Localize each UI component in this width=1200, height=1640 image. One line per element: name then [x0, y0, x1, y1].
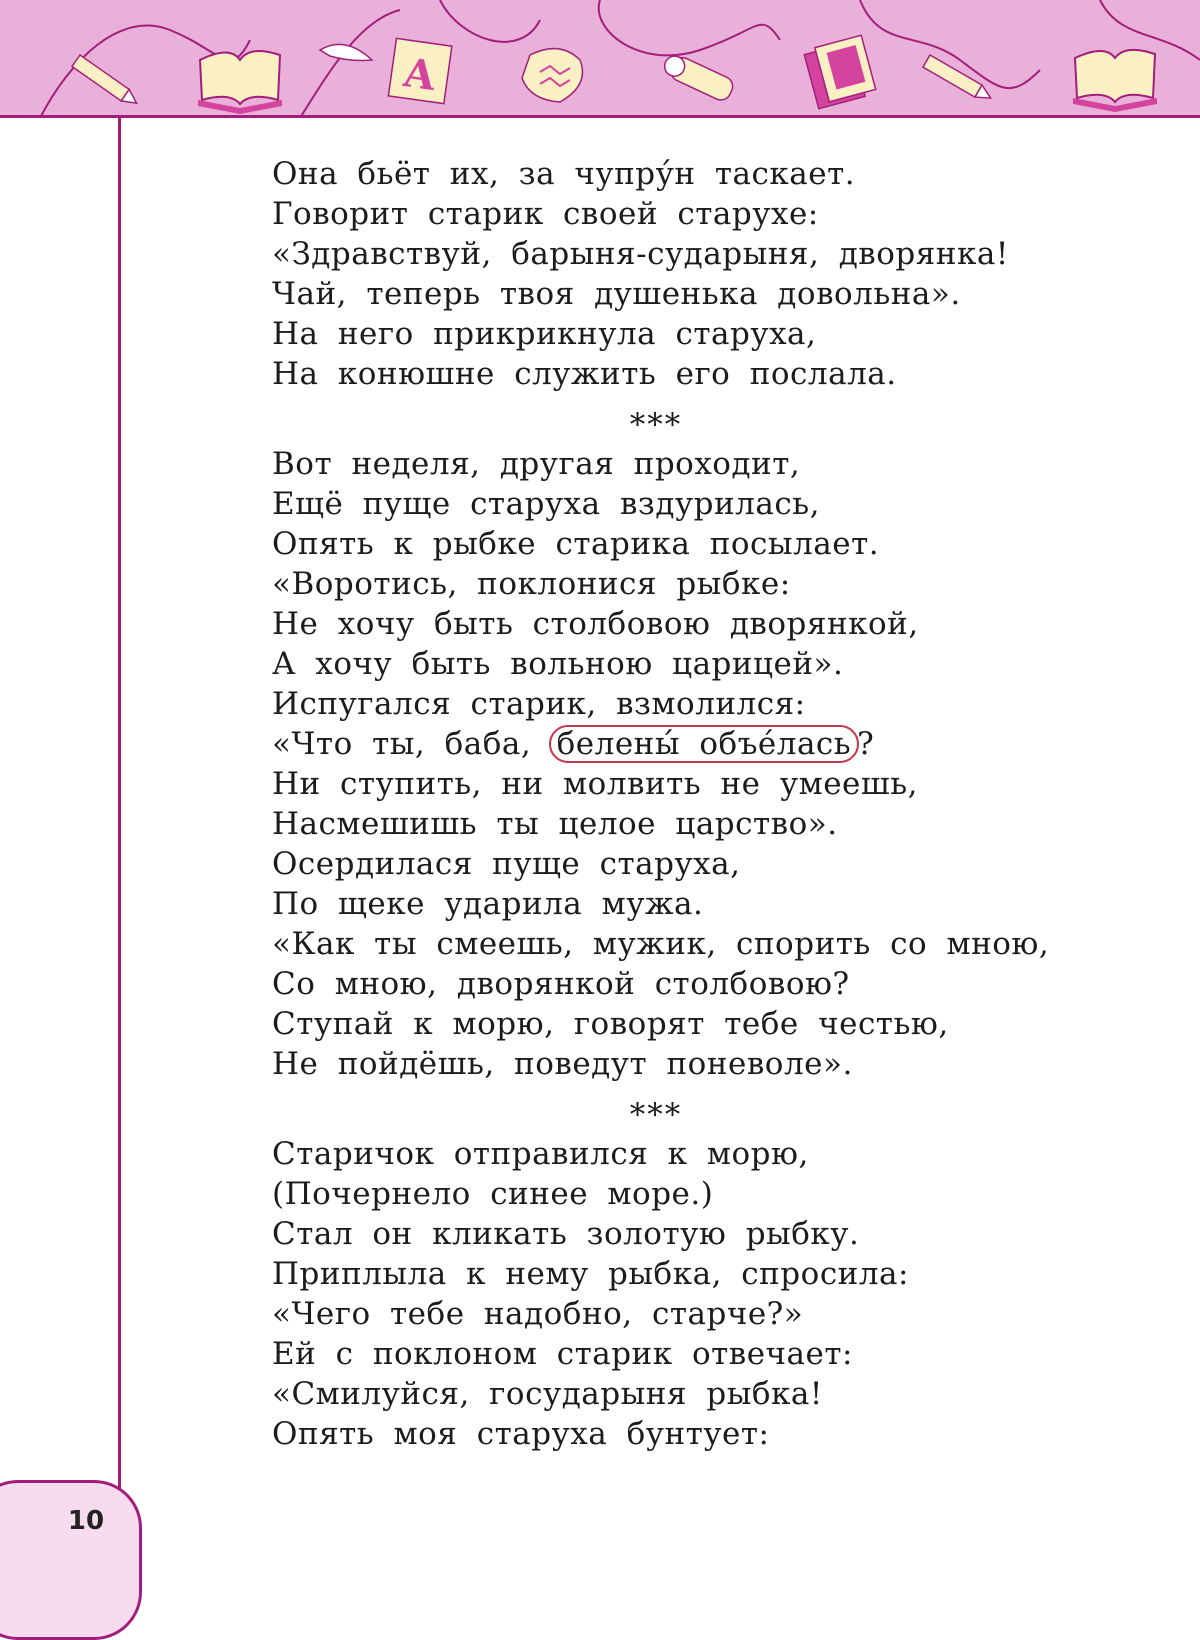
- feather-icon: [320, 44, 372, 60]
- poem-line: Ни ступить, ни молвить не умеешь,: [272, 766, 918, 802]
- letter-card-icon: [388, 38, 452, 103]
- header-decoration: [0, 0, 1200, 118]
- scroll-icon: [660, 51, 735, 103]
- stone-tablet-icon: [522, 49, 583, 102]
- poem-line: Ещё пуще старуха вздурилась,: [272, 486, 820, 522]
- open-book-icon: [198, 51, 282, 114]
- poem-line: (Почернело синее море.): [272, 1176, 714, 1212]
- poem-line: «Здравствуй, барыня-сударыня, дворянка!: [272, 236, 1009, 272]
- books-stack-icon: [803, 35, 876, 108]
- poem-line: Приплыла к нему рыбка, спросила:: [272, 1256, 909, 1292]
- poem-line: Не хочу быть столбовою дворянкой,: [272, 606, 919, 642]
- poem-line: «Смилуйся, государыня рыбка!: [272, 1376, 823, 1412]
- poem-line: Старичок отправился к морю,: [272, 1136, 809, 1172]
- poem-line: По щеке ударила мужа.: [272, 886, 704, 922]
- poem-line: Со мною, дворянкой столбовою?: [272, 966, 850, 1002]
- poem-line: Ей с поклоном старик отвечает:: [272, 1336, 853, 1372]
- svg-text:А: А: [400, 48, 440, 101]
- poem-line: Ступай к морю, говорят тебе честью,: [272, 1006, 949, 1042]
- poem-text: [272, 154, 1132, 1454]
- poem-line: Говорит старик своей старухе:: [272, 196, 819, 232]
- poem-line: Насмешишь ты целое царство».: [272, 806, 838, 842]
- poem-line: Стал он кликать золотую рыбку.: [272, 1216, 860, 1252]
- poem-line: Вот неделя, другая проходит,: [272, 446, 801, 482]
- stanza-1: [272, 154, 1132, 394]
- stanza-separator: ***: [629, 407, 683, 443]
- page-number: 10: [67, 1506, 105, 1536]
- poem-line: А хочу быть вольною царицей».: [272, 646, 844, 682]
- poem-line: Не пойдёшь, поведут поневоле».: [272, 1046, 853, 1082]
- header-band: [0, 0, 1200, 118]
- open-book-icon: [1073, 50, 1157, 112]
- poem-line: Опять моя старуха бунтует:: [272, 1416, 770, 1452]
- poem-line: Осердилася пуще старуха,: [272, 846, 741, 882]
- line-prefix: «Что ты, баба,: [272, 726, 551, 762]
- poem-line: «Чего тебе надобно, старче?»: [272, 1296, 804, 1332]
- poem-line: Чай, теперь твоя душенька довольна».: [272, 276, 961, 312]
- stanza-3: [272, 1134, 1132, 1454]
- stanza-2: [272, 444, 1132, 1084]
- poem-line-highlighted: [272, 724, 1132, 764]
- highlighted-phrase: белены́ объе́лась: [549, 725, 860, 763]
- stanza-separator: ***: [629, 1097, 683, 1133]
- poem-line: Она бьёт их, за чупру́н таскает.: [272, 156, 856, 192]
- poem-line: «Как ты смеешь, мужик, спорить со мною,: [272, 926, 1050, 962]
- line-suffix: ?: [857, 726, 875, 762]
- poem-line: «Воротись, поклонися рыбке:: [272, 566, 791, 602]
- pencil-icon: [923, 55, 994, 104]
- pencil-icon: [72, 55, 141, 109]
- poem-line: Испугался старик, взмолился:: [272, 686, 806, 722]
- margin-line: [118, 118, 121, 1604]
- poem-line: Опять к рыбке старика посылает.: [272, 526, 880, 562]
- poem-line: На него прикрикнула старуха,: [272, 316, 817, 352]
- page-number-tab: [0, 1480, 142, 1640]
- poem-line: На конюшне служить его послала.: [272, 356, 897, 392]
